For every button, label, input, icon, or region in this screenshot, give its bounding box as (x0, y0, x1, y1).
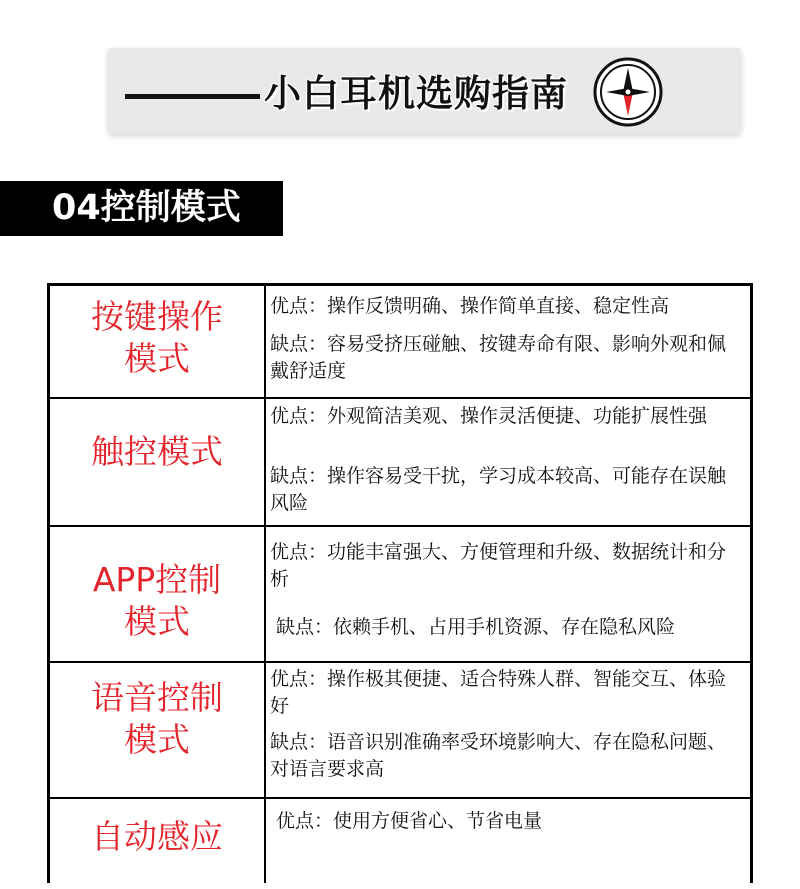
table-row (50, 799, 750, 889)
mode-name: 自动感应 (91, 817, 223, 856)
banner-title: 小白耳机选购指南 (264, 72, 568, 115)
pros-text: 优点：操作极其便捷、适合特殊人群、智能交互、体验好 (270, 668, 727, 717)
mode-name: 触控模式 (91, 432, 223, 471)
mode-name: APP控制 模式 (92, 560, 222, 641)
cons-text: 缺点：依赖手机、占用手机资源、存在隐私风险 (276, 616, 676, 638)
banner-dash-line (125, 94, 260, 99)
control-mode-table (47, 283, 753, 883)
mode-name: 按键操作 模式 (91, 297, 223, 378)
cons-text: 缺点：操作容易受干扰，学习成本较高、可能存在误触风险 (270, 465, 727, 514)
cons-text: 缺点：容易受挤压碰触、按键寿命有限、影响外观和佩戴舒适度 (270, 333, 727, 382)
table-row (50, 527, 750, 661)
cons-text: 缺点：语音识别准确率受环境影响大、存在隐私问题、对语言要求高 (270, 731, 727, 780)
pros-text: 优点：使用方便省心、节省电量 (276, 810, 543, 832)
pros-text: 优点：操作反馈明确、操作简单直接、稳定性高 (270, 295, 670, 317)
pros-text: 优点：功能丰富强大、方便管理和升级、数据统计和分析 (270, 541, 727, 590)
compass-icon (592, 56, 664, 128)
table-row (50, 663, 750, 797)
table-row (50, 399, 750, 525)
section-title: 04控制模式 (52, 188, 241, 228)
mode-name: 语音控制 模式 (91, 678, 223, 759)
pros-text: 优点：外观简洁美观、操作灵活便捷、功能扩展性强 (270, 405, 708, 427)
table-row (50, 286, 750, 397)
